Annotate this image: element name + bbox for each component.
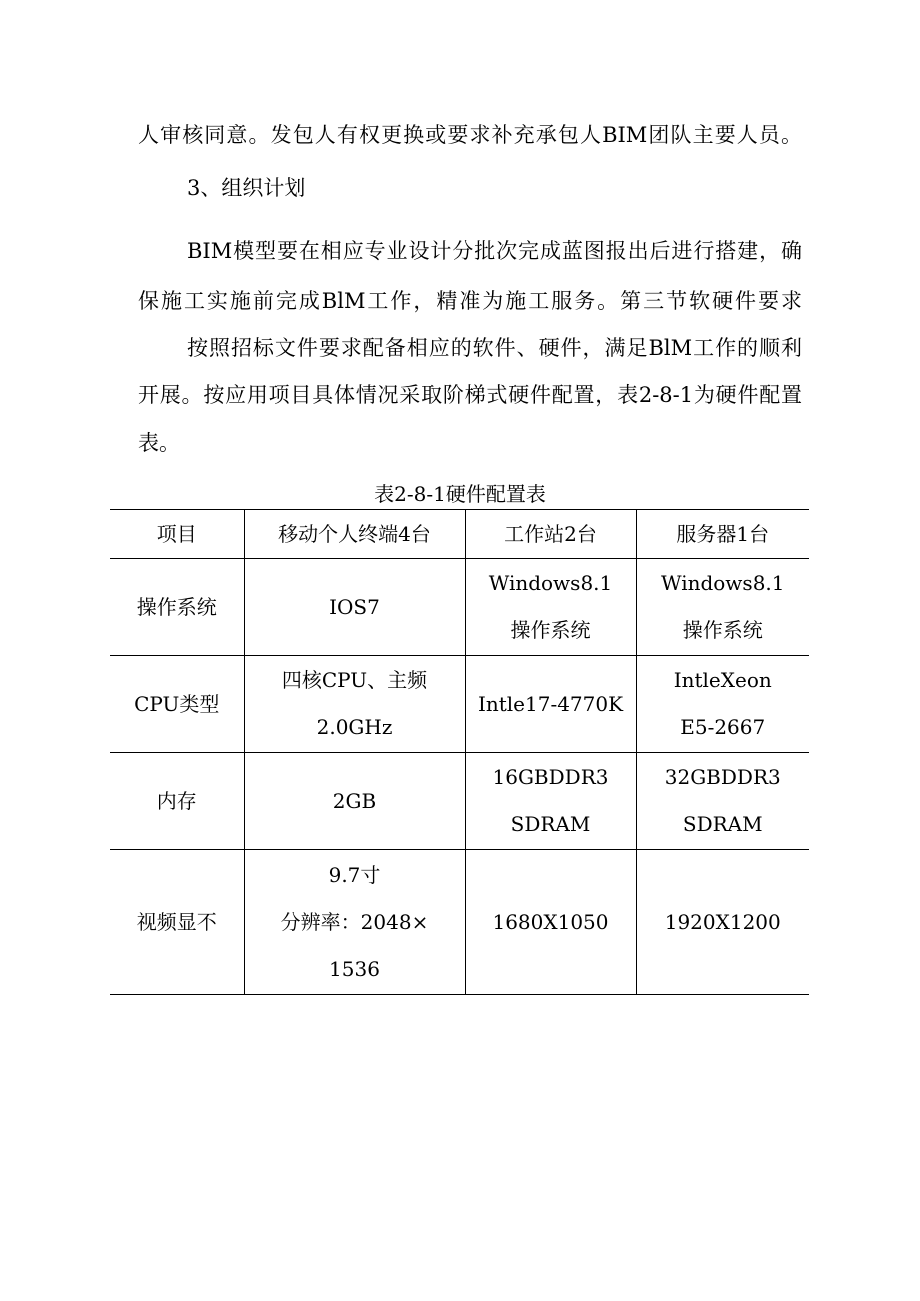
paragraph-line-2: BIM模型要在相应专业设计分批次完成蓝图报出后进行搭建，确 [187,239,802,263]
display-mobile-line-1: 9.7寸 [328,862,381,887]
table-header-row [110,510,809,559]
os-workstation-line-1: Windows8.1 [488,571,613,595]
table-row-display [110,850,809,995]
os-server-line-2: 操作系统 [682,618,763,642]
row-label-display: 视频显不 [110,850,244,995]
table-row-memory [110,753,809,850]
memory-server [636,753,809,850]
cpu-server [636,656,809,753]
row-label-memory: 内存 [110,753,244,850]
header-server: 服务器1台 [636,510,809,559]
table-row-os [110,559,809,656]
cpu-server-line-1: IntleXeon [673,668,772,692]
memory-mobile: 2GB [244,753,465,850]
memory-workstation-line-1: 16GBDDR3 [492,765,609,789]
hardware-config-table [110,509,809,995]
paragraph-line-1: 人审核同意。发包人有权更换或要求补充承包人BIM团队主要人员。 [138,123,802,147]
paragraph-line-3: 保施工实施前完成BlM工作，精准为施工服务。第三节软硬件要求 [138,289,802,313]
os-workstation-line-2: 操作系统 [510,618,591,642]
cpu-workstation: Intle17-4770K [465,656,636,753]
display-workstation: 1680X1050 [465,850,636,995]
header-workstation: 工作站2台 [465,510,636,559]
display-server: 1920X1200 [636,850,809,995]
row-label-os: 操作系统 [110,559,244,656]
memory-server-line-2: SDRAM [682,812,763,836]
table-row-cpu [110,656,809,753]
os-server [636,559,809,656]
os-workstation [465,559,636,656]
memory-workstation [465,753,636,850]
paragraph-line-4: 按照招标文件要求配备相应的软件、硬件，满足BlM工作的顺利 [187,336,802,360]
cpu-mobile-line-2: 2.0GHz [316,715,393,739]
cpu-mobile-line-1: 四核CPU、主频 [281,668,428,692]
memory-server-line-1: 32GBDDR3 [664,765,781,789]
os-mobile: IOS7 [244,559,465,656]
display-mobile [244,850,465,995]
header-mobile: 移动个人终端4台 [244,510,465,559]
section-heading: 3、组织计划 [187,176,306,200]
header-item: 项目 [110,510,244,559]
paragraph-line-5: 开展。按应用项目具体情况采取阶梯式硬件配置，表2-8-1为硬件配置 [138,383,802,407]
display-mobile-line-3: 1536 [329,956,380,981]
cpu-mobile [244,656,465,753]
display-mobile-line-2: 分辨率：2048× [280,909,429,934]
table-caption: 表2-8-1硬件配置表 [374,482,546,506]
os-server-line-1: Windows8.1 [660,571,785,595]
memory-workstation-line-2: SDRAM [510,812,591,836]
paragraph-line-6: 表。 [138,431,180,455]
cpu-server-line-2: E5-2667 [680,715,766,739]
row-label-cpu: CPU类型 [110,656,244,753]
